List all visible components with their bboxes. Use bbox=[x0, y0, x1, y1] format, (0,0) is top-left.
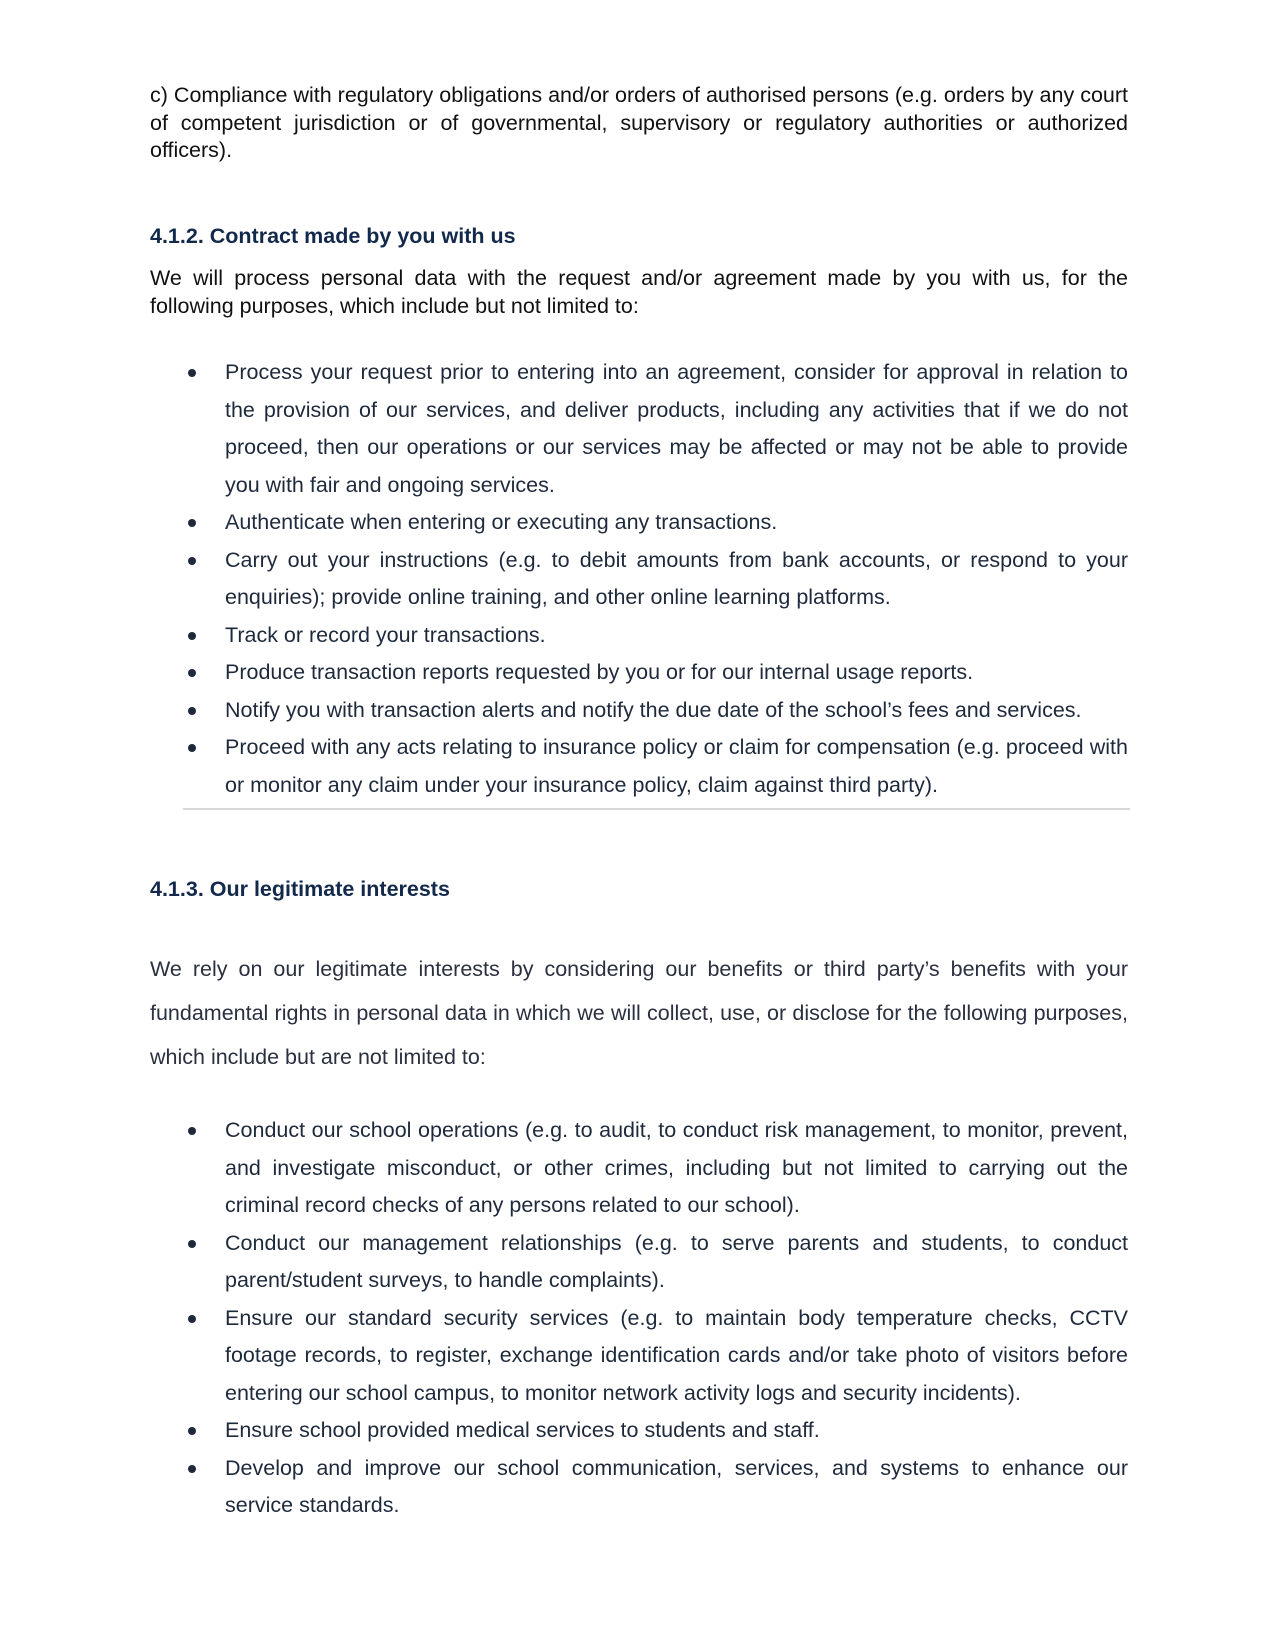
bullet-icon bbox=[188, 1240, 196, 1248]
list-item bbox=[150, 1412, 1128, 1450]
section-divider bbox=[183, 808, 1130, 810]
list-item bbox=[150, 617, 1128, 655]
list-item-text: Notify you with transaction alerts and notify the due date of the school’s fees and services. bbox=[225, 697, 1082, 722]
list-item bbox=[150, 729, 1128, 804]
bullet-icon bbox=[188, 1465, 196, 1473]
list-item bbox=[150, 504, 1128, 542]
intro-paragraph: c) Compliance with regulatory obligations and/or orders of authorised persons (e.g. orders by any court of competent jurisdiction or of governmental, supervisory or regulatory authorities or authorized officers). bbox=[150, 83, 1128, 162]
bullet-icon bbox=[188, 557, 196, 565]
bullet-icon bbox=[188, 1427, 196, 1435]
bullet-icon bbox=[188, 369, 196, 377]
section-heading-4-1-2: 4.1.2. Contract made by you with us bbox=[150, 224, 516, 248]
list-item bbox=[150, 654, 1128, 692]
list-item-text: Produce transaction reports requested by you or for our internal usage reports. bbox=[225, 660, 974, 684]
list-item-text: Authenticate when entering or executing any transactions. bbox=[225, 510, 778, 534]
bullet-list-4-1-3 bbox=[150, 1112, 1128, 1525]
list-item bbox=[150, 1112, 1128, 1225]
list-item bbox=[150, 1450, 1128, 1525]
bullet-list-4-1-2 bbox=[150, 354, 1128, 804]
list-item bbox=[150, 542, 1128, 617]
section-paragraph-4-1-3: We rely on our legitimate interests by considering our benefits or third party’s benefits with your fundamental rights in personal data in which we will collect, use, or disclose for the following purposes, which include but are not limited to: bbox=[150, 957, 1128, 1069]
list-item-text: Develop and improve our school communication, services, and systems to enhance our service standards. bbox=[225, 1455, 1128, 1517]
list-item-text: Proceed with any acts relating to insurance policy or claim for compensation (e.g. proceed with or monitor any claim under your insurance policy, claim against third party). bbox=[225, 735, 1128, 797]
bullet-icon bbox=[188, 707, 196, 715]
bullet-icon bbox=[188, 1127, 196, 1135]
bullet-icon bbox=[188, 669, 196, 677]
bullet-icon bbox=[188, 632, 196, 640]
list-item-text: Process your request prior to entering into an agreement, consider for approval in relation to the provision of our services, and deliver products, including any activities that if we do not proceed, then our operations or our services may be affected or may not be able to provide you with fair and ongoing services. bbox=[225, 360, 1128, 497]
list-item bbox=[150, 354, 1128, 504]
bullet-icon bbox=[188, 1315, 196, 1323]
bullet-icon bbox=[188, 744, 196, 752]
bullet-icon bbox=[188, 519, 196, 527]
list-item-text: Conduct our school operations (e.g. to audit, to conduct risk management, to monitor, prevent, and investigate misconduct, or other crimes, including but not limited to carrying out the criminal record checks of any persons related to our school). bbox=[225, 1118, 1128, 1217]
list-item-text: Carry out your instructions (e.g. to debit amounts from bank accounts, or respond to your enquiries); provide online training, and other online learning platforms. bbox=[225, 547, 1128, 609]
section-heading-4-1-3: 4.1.3. Our legitimate interests bbox=[150, 877, 450, 901]
list-item-text: Track or record your transactions. bbox=[225, 622, 546, 647]
list-item-text: Conduct our management relationships (e.g. to serve parents and students, to conduct parent/student surveys, to handle complaints). bbox=[225, 1230, 1128, 1292]
list-item bbox=[150, 692, 1128, 730]
list-item-text: Ensure school provided medical services to students and staff. bbox=[225, 1418, 820, 1442]
list-item-text: Ensure our standard security services (e.g. to maintain body temperature checks, CCTV footage records, to register, exchange identification cards and/or take photo of visitors before entering our school campus, to monitor network activity logs and security incidents). bbox=[225, 1305, 1128, 1405]
list-item bbox=[150, 1300, 1128, 1413]
section-paragraph-4-1-2: We will process personal data with the request and/or agreement made by you with us, for the following purposes, which include but not limited to: bbox=[150, 266, 1128, 318]
list-item bbox=[150, 1225, 1128, 1300]
